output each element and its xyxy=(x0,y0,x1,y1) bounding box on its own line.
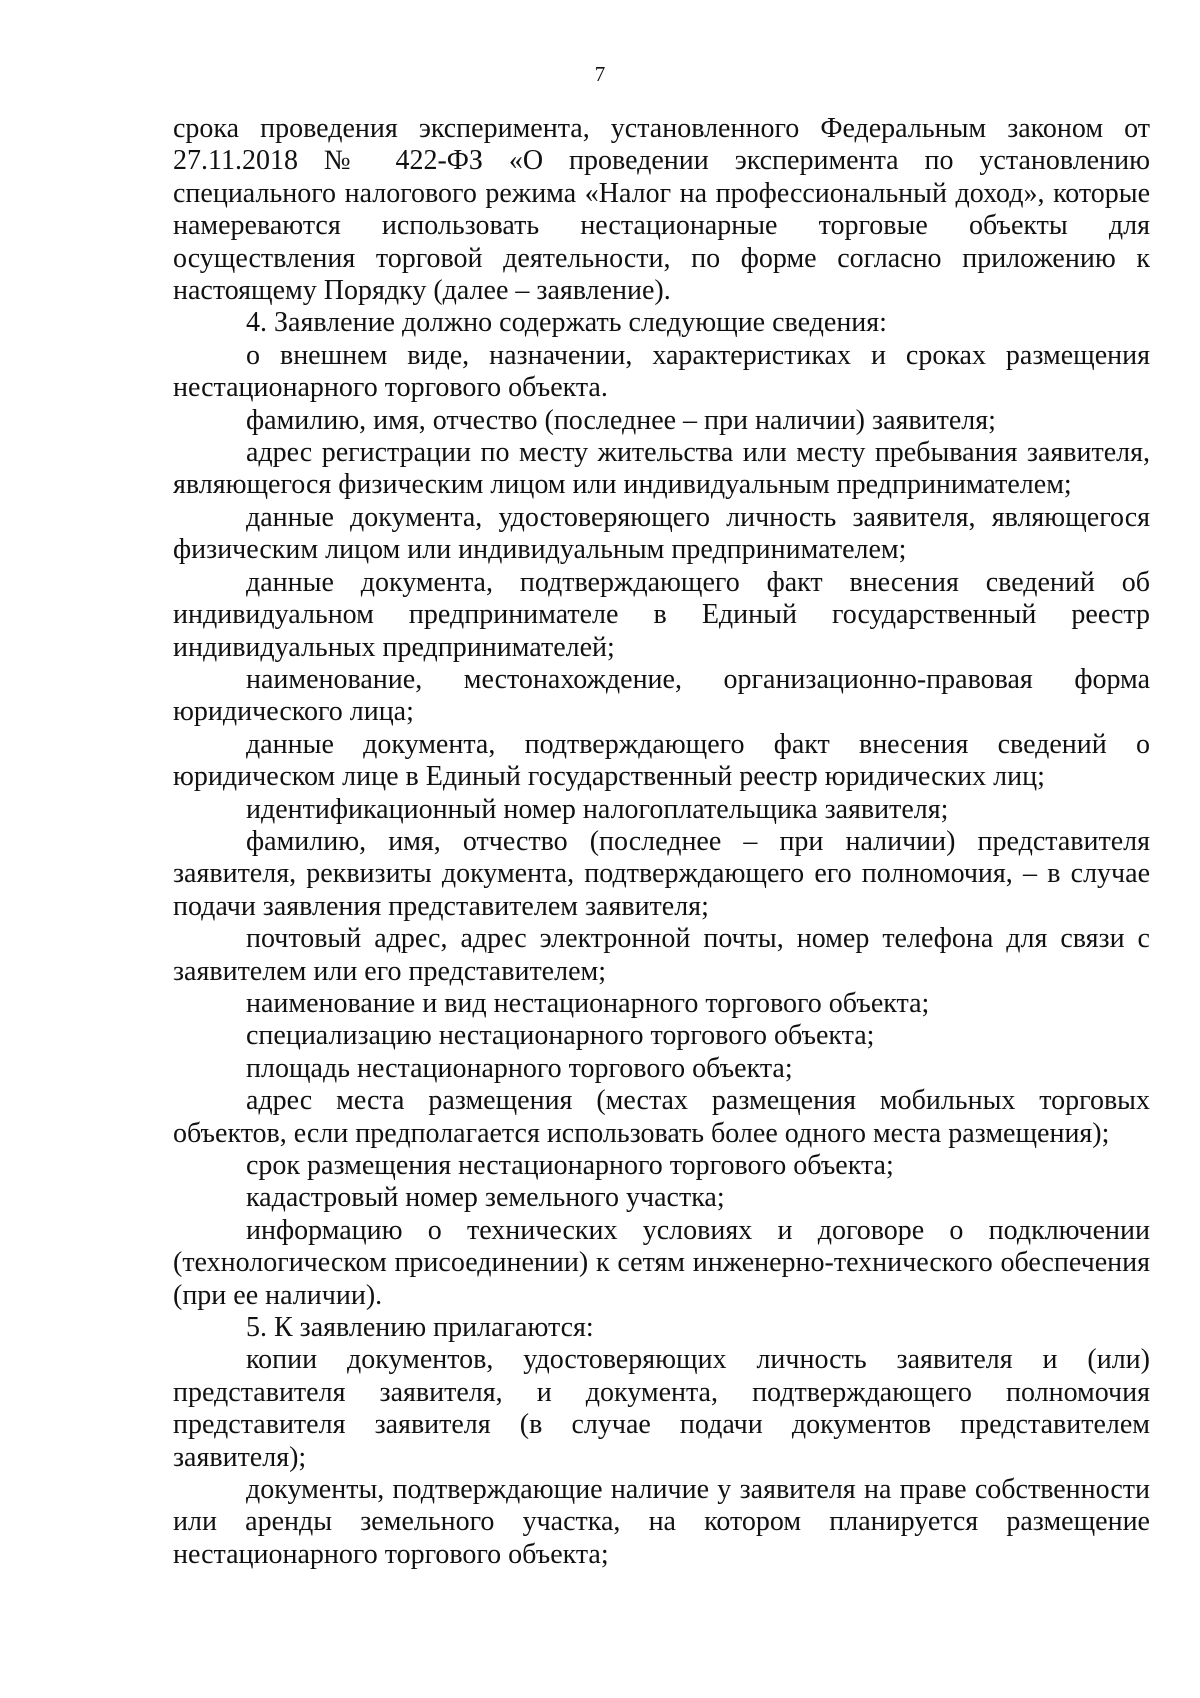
paragraph-appearance: о внешнем виде, назначении, характеристиках и сроках размещения нестационарного торгового объекта. xyxy=(173,339,1150,404)
paragraph-fio: фамилию, имя, отчество (последнее – при наличии) заявителя; xyxy=(246,404,996,436)
paragraph-name-type: наименование и вид нестационарного торгового объекта; xyxy=(246,987,930,1019)
paragraph-egrip: данные документа, подтверждающего факт внесения сведений об индивидуальном предпринимателе в Единый государственный реестр индивидуальных предпринимателей; xyxy=(173,566,1150,663)
paragraph-inn: идентификационный номер налогоплательщика заявителя; xyxy=(246,793,949,825)
paragraph-area: площадь нестационарного торгового объекта; xyxy=(246,1052,793,1084)
paragraph-placement-address: адрес места размещения (местах размещения мобильных торговых объектов, если предполагается использовать более одного места размещения); xyxy=(173,1085,1150,1149)
paragraph-cadastral-number: кадастровый номер земельного участка; xyxy=(246,1182,725,1214)
paragraph-item-4-heading: 4. Заявление должно содержать следующие сведения: xyxy=(246,307,887,339)
paragraph-registration-address: адрес регистрации по месту жительства или месту пребывания заявителя, являющегося физическим лицом или индивидуальным предпринимателем; xyxy=(173,437,1150,501)
paragraph-identity-document: данные документа, удостоверяющего личность заявителя, являющегося физическим лицом или индивидуальным предпринимателем; xyxy=(173,501,1150,566)
document-body xyxy=(173,113,1150,1571)
page-number: 7 xyxy=(594,62,606,86)
paragraph-continuation: срока проведения эксперимента, установленного Федеральным законом от 27.11.2018 № 422-ФЗ «О проведении эксперимента по установлению специального налогового режима «Налог на профессиональный доход», которые намереваются использовать нестационарные торговые объекты для осуществления торговой деятельности, по форме согласно приложению к настоящему Порядку (далее – заявление). xyxy=(173,113,1150,307)
paragraph-land-rights: документы, подтверждающие наличие у заявителя на праве собственности или аренды земельного участка, на котором планируется размещение нестационарного торгового объекта; xyxy=(173,1474,1150,1570)
paragraph-legal-entity: наименование, местонахождение, организационно-правовая форма юридического лица; xyxy=(173,663,1150,728)
paragraph-representative: фамилию, имя, отчество (последнее – при наличии) представителя заявителя, реквизиты документа, подтверждающего его полномочия, – в случае подачи заявления представителем заявителя; xyxy=(173,825,1150,922)
paragraph-egrul: данные документа, подтверждающего факт внесения сведений о юридическом лице в Единый государственный реестр юридических лиц; xyxy=(173,728,1150,793)
paragraph-technical-conditions: информацию о технических условиях и договоре о подключении (технологическом присоединении) к сетям инженерно-технического обеспечения (при ее наличии). xyxy=(173,1214,1150,1311)
paragraph-contacts: почтовый адрес, адрес электронной почты, номер телефона для связи с заявителем или его представителем; xyxy=(173,923,1150,987)
paragraph-specialization: специализацию нестационарного торгового объекта; xyxy=(246,1020,875,1052)
paragraph-term: срок размещения нестационарного торгового объекта; xyxy=(246,1150,894,1181)
paragraph-document-copies: копии документов, удостоверяющих личность заявителя и (или) представителя заявителя, и документа, подтверждающего полномочия представителя заявителя (в случае подачи документов представителем заявителя); xyxy=(173,1344,1150,1473)
paragraph-item-5-heading: 5. К заявлению прилагаются: xyxy=(246,1312,594,1344)
